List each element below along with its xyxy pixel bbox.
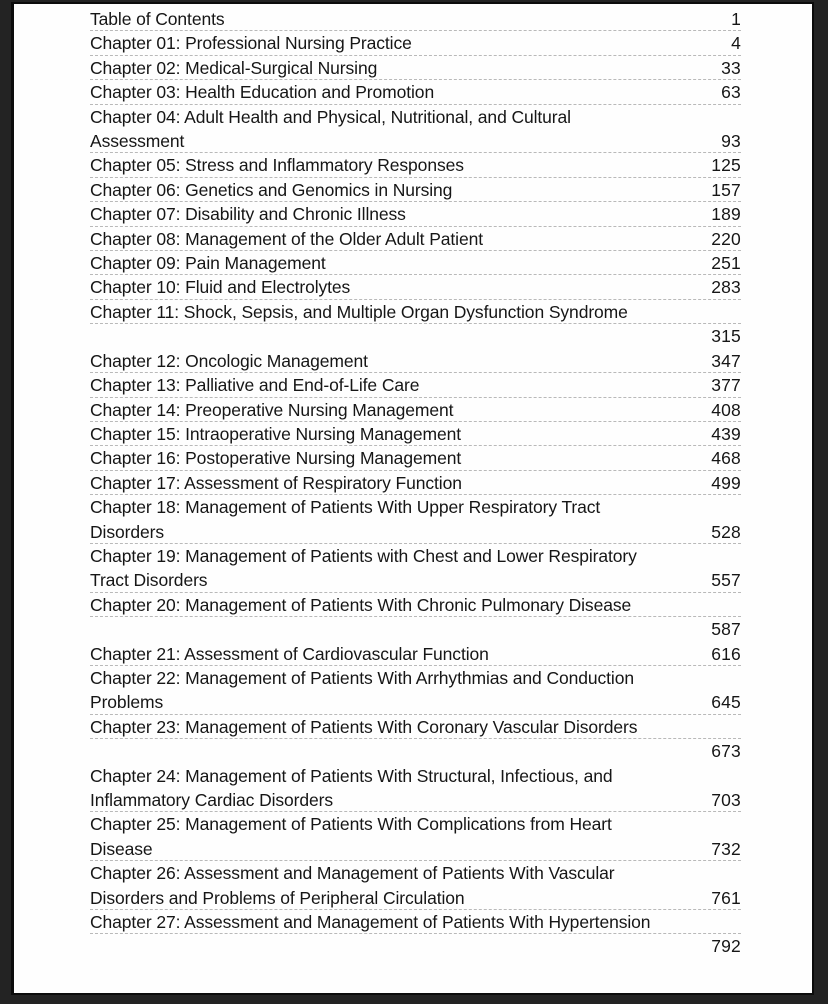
toc-entry-page-number: 220 — [711, 228, 741, 249]
toc-entry-page-number: 557 — [711, 570, 741, 591]
toc-entry-title: Assessment — [90, 131, 185, 152]
toc-entry-row[interactable] — [90, 422, 741, 446]
toc-entry-row[interactable] — [90, 715, 741, 739]
toc-entry-page-number: 251 — [711, 253, 741, 274]
toc-entry-title: Chapter 21: Assessment of Cardiovascular Function — [90, 643, 489, 664]
toc-entry-page-number: 761 — [711, 887, 741, 908]
toc-entry-page-number: 732 — [711, 838, 741, 859]
toc-entry-title: Chapter 05: Stress and Inflammatory Responses — [90, 155, 464, 176]
toc-entry-page-number: 33 — [721, 57, 741, 78]
toc-entry-title: Chapter 06: Genetics and Genomics in Nursing — [90, 179, 453, 200]
toc-entry-row[interactable] — [90, 129, 741, 153]
toc-entry-row[interactable] — [90, 690, 741, 714]
toc-entry-row[interactable] — [90, 544, 741, 568]
toc-entry-title: Disease — [90, 838, 153, 859]
toc-entry-row[interactable] — [90, 7, 741, 31]
toc-entry-row[interactable] — [90, 446, 741, 470]
toc-entry-page-number: 189 — [711, 204, 741, 225]
toc-entry-title: Chapter 23: Management of Patients With Coronary Vascular Disorders — [90, 716, 638, 737]
toc-entry-title: Chapter 12: Oncologic Management — [90, 350, 368, 371]
toc-entry-title: Chapter 07: Disability and Chronic Illness — [90, 204, 406, 225]
toc-entry-page-number: 587 — [711, 619, 741, 640]
toc-entry-row[interactable] — [90, 275, 741, 299]
toc-entry-title: Chapter 04: Adult Health and Physical, Nutritional, and Cultural — [90, 106, 571, 127]
toc-entry-title: Chapter 19: Management of Patients with Chest and Lower Respiratory — [90, 545, 637, 566]
toc-entry-row[interactable] — [90, 593, 741, 617]
toc-entry-title: Chapter 14: Preoperative Nursing Management — [90, 399, 454, 420]
toc-entry-page-number: 377 — [711, 375, 741, 396]
toc-entry-row[interactable] — [90, 837, 741, 861]
toc-entry-title: Chapter 27: Assessment and Management of Patients With Hypertension — [90, 912, 651, 933]
toc-entry-title: Chapter 24: Management of Patients With Structural, Infectious, and — [90, 765, 613, 786]
toc-entry-page-number: 792 — [711, 936, 741, 957]
toc-entry-title: Chapter 22: Management of Patients With Arrhythmias and Conduction — [90, 667, 634, 688]
toc-entry-row[interactable] — [90, 300, 741, 324]
toc-entry-row[interactable] — [90, 227, 741, 251]
toc-entry-page-number: 673 — [711, 741, 741, 762]
toc-entry-row[interactable] — [90, 739, 741, 763]
toc-entry-page-number: 347 — [711, 350, 741, 371]
toc-entry-row[interactable] — [90, 642, 741, 666]
toc-entry-row[interactable] — [90, 568, 741, 592]
toc-entry-title: Chapter 13: Palliative and End-of-Life Care — [90, 375, 420, 396]
toc-entry-row[interactable] — [90, 105, 741, 129]
toc-entry-row[interactable] — [90, 202, 741, 226]
toc-entry-row[interactable] — [90, 471, 741, 495]
toc-entry-title: Chapter 26: Assessment and Management of Patients With Vascular — [90, 863, 615, 884]
toc-entry-page-number: 468 — [711, 448, 741, 469]
toc-entry-row[interactable] — [90, 764, 741, 788]
toc-entry-title: Chapter 09: Pain Management — [90, 253, 326, 274]
toc-entry-page-number: 645 — [711, 692, 741, 713]
toc-entry-row[interactable] — [90, 251, 741, 275]
toc-entry-page-number: 408 — [711, 399, 741, 420]
toc-entry-page-number: 499 — [711, 472, 741, 493]
toc-entry-title: Chapter 20: Management of Patients With Chronic Pulmonary Disease — [90, 594, 632, 615]
toc-entry-title: Chapter 17: Assessment of Respiratory Function — [90, 472, 462, 493]
toc-entry-title: Disorders and Problems of Peripheral Circulation — [90, 887, 465, 908]
toc-entry-title: Chapter 25: Management of Patients With Complications from Heart — [90, 814, 612, 835]
toc-entry-page-number: 93 — [721, 131, 741, 152]
toc-entry-row[interactable] — [90, 617, 741, 641]
toc-entry-page-number: 616 — [711, 643, 741, 664]
toc-entry-title: Tract Disorders — [90, 570, 208, 591]
toc-entry-page-number: 439 — [711, 423, 741, 444]
toc-entry-title: Chapter 11: Shock, Sepsis, and Multiple Organ Dysfunction Syndrome — [90, 301, 628, 322]
toc-entry-row[interactable] — [90, 812, 741, 836]
toc-entry-title: Problems — [90, 692, 164, 713]
toc-entry-row[interactable] — [90, 666, 741, 690]
toc-entry-row[interactable] — [90, 56, 741, 80]
toc-entry-page-number: 4 — [731, 33, 741, 54]
toc-entry-title: Chapter 18: Management of Patients With Upper Respiratory Tract — [90, 497, 601, 518]
toc-entry-title: Chapter 10: Fluid and Electrolytes — [90, 277, 351, 298]
toc-entry-row[interactable] — [90, 788, 741, 812]
toc-entry-row[interactable] — [90, 934, 741, 958]
toc-entry-page-number: 1 — [731, 9, 741, 29]
toc-entry-title: Chapter 15: Intraoperative Nursing Management — [90, 423, 461, 444]
toc-entry-page-number: 157 — [711, 179, 741, 200]
toc-entry-row[interactable] — [90, 153, 741, 177]
toc-entry-title: Chapter 03: Health Education and Promotion — [90, 82, 435, 103]
toc-entry-page-number: 125 — [711, 155, 741, 176]
toc-entry-row[interactable] — [90, 80, 741, 104]
toc-entry-row[interactable] — [90, 324, 741, 348]
toc-entry-row[interactable] — [90, 398, 741, 422]
toc-entry-row[interactable] — [90, 495, 741, 519]
toc-entry-row[interactable] — [90, 178, 741, 202]
toc-entry-row[interactable] — [90, 349, 741, 373]
toc-entry-page-number: 63 — [721, 82, 741, 103]
toc-entry-title: Chapter 02: Medical-Surgical Nursing — [90, 57, 378, 78]
toc-entry-page-number: 703 — [711, 790, 741, 810]
toc-entry-title: Table of Contents — [90, 9, 225, 29]
document-page — [11, 2, 814, 995]
toc-entry-title: Inflammatory Cardiac Disorders — [90, 790, 334, 810]
toc-entry-row[interactable] — [90, 520, 741, 544]
toc-entry-page-number: 528 — [711, 521, 741, 542]
toc-entry-page-number: 315 — [711, 326, 741, 347]
toc-entry-title: Disorders — [90, 521, 164, 542]
toc-entry-title: Chapter 16: Postoperative Nursing Management — [90, 448, 462, 469]
toc-entry-title: Chapter 01: Professional Nursing Practice — [90, 33, 412, 54]
toc-entry-row[interactable] — [90, 31, 741, 55]
toc-entry-row[interactable] — [90, 373, 741, 397]
toc-entry-row[interactable] — [90, 886, 741, 910]
toc-entry-page-number: 283 — [711, 277, 741, 298]
toc-entry-row[interactable] — [90, 861, 741, 885]
toc-list — [90, 7, 741, 959]
toc-entry-row[interactable] — [90, 910, 741, 934]
toc-entry-title: Chapter 08: Management of the Older Adult Patient — [90, 228, 483, 249]
